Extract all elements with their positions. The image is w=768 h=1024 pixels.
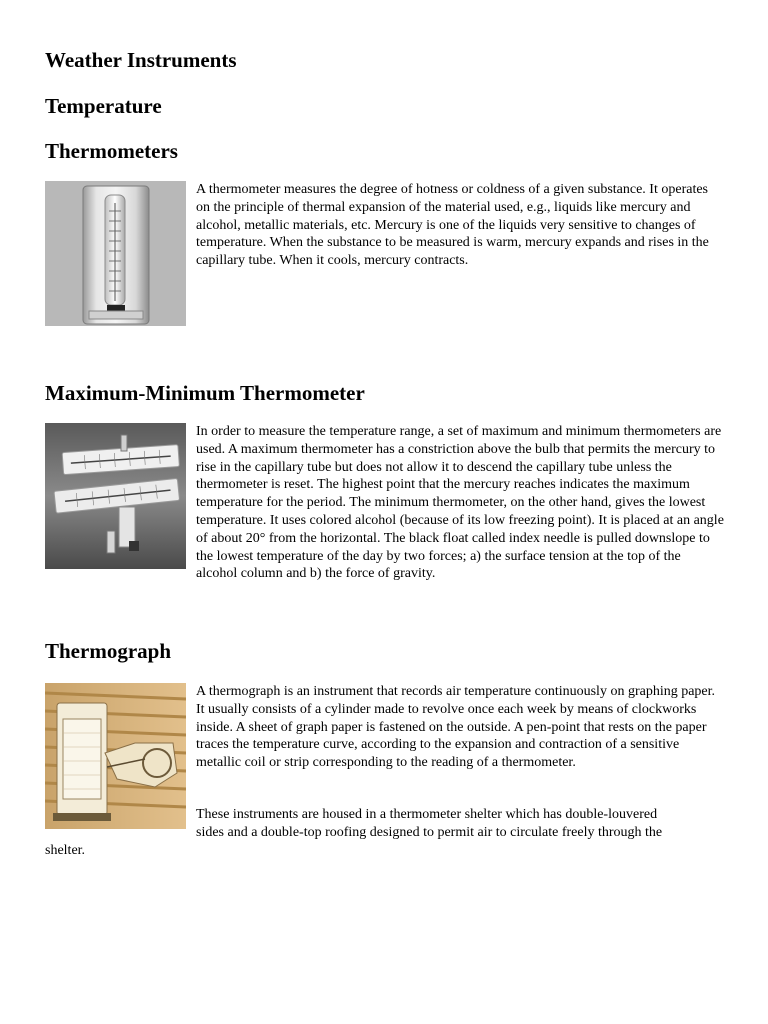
max-min-thermometer-photo — [45, 423, 186, 569]
section-heading-temperature: Temperature — [45, 94, 162, 118]
thermometer-section — [45, 181, 725, 328]
thermometer-photo — [45, 181, 186, 326]
shelter-line-1: These instruments are housed in a thermometer shelter which has double-louvered — [196, 807, 658, 822]
max-min-paragraph: In order to measure the temperature range, a set of maximum and minimum thermometers are used. A maximum thermometer has a constriction above the bulb that permits the mercury to rise in the capillary tube but does not allow it to descend the capillary tube unless the thermometer is reset. The highest point that the mercury reaches indicates the maximum temperature for the period. The minimum thermometer, on the other hand, gives the lowest temperature. It uses colored alcohol (because of its low freezing point). It is placed at an angle of about 20° from the horizontal. The black float called index needle is pulled downslope to the lowest temperature of the day by two forces; a) the surface tension at the top of the alcohol column and b) the force of gravity. — [196, 424, 724, 582]
shelter-line-2: sides and a double-top roofing designed to permit air to circulate freely through the — [196, 824, 663, 840]
section-heading-max-min: Maximum-Minimum Thermometer — [45, 381, 365, 405]
section-heading-thermograph: Thermograph — [45, 639, 171, 663]
shelter-line-3: shelter. — [45, 842, 86, 858]
thermograph-paragraph: A thermograph is an instrument that records air temperature continuously on graphing paper. It usually consists of a cylinder made to revolve once each week by means of clockworks inside. A sheet of graph paper is fastened on the outside. A pen-point that rests on the paper traces the temperature curve, according to the expansion and contraction of a sensitive metallic coil or strip corresponding to the reading of a thermometer. — [196, 684, 716, 771]
page-title: Weather Instruments — [45, 48, 237, 72]
max-min-section — [45, 423, 725, 583]
section-heading-thermometers: Thermometers — [45, 139, 178, 163]
shelter-paragraph — [45, 806, 725, 859]
thermometer-paragraph: A thermometer measures the degree of hotness or coldness of a given substance. It operates on the principle of thermal expansion of the material used, e.g., liquids like mercury and alcohol, metallic materials, etc. Mercury is one of the liquids very sensitive to changes of temperature. When the substance to be measured is warm, mercury expands and rises in the capillary tube. When it cools, mercury contracts. — [196, 182, 709, 269]
